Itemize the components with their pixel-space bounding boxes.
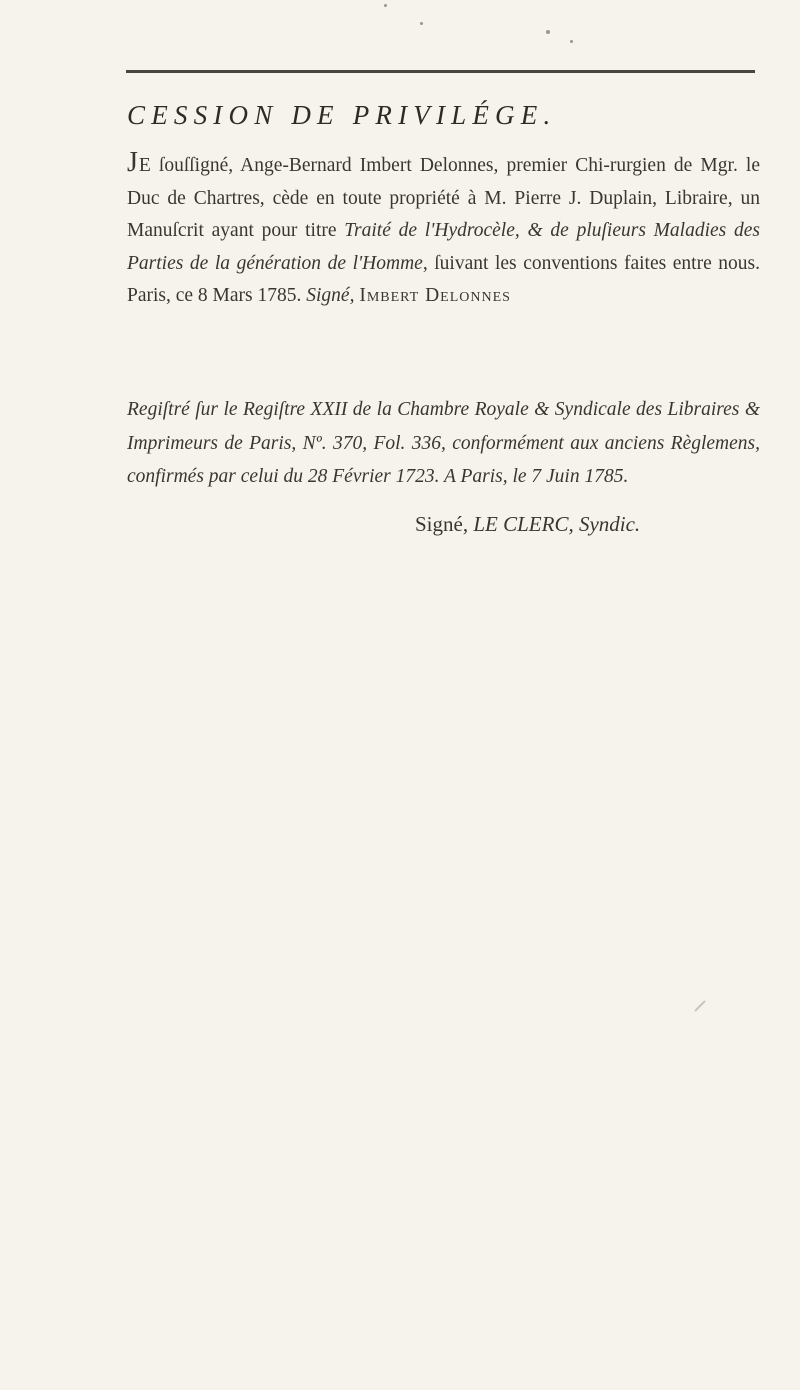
ink-speck: [384, 4, 387, 7]
page-title: CESSION DE PRIVILÉGE.: [127, 100, 557, 130]
signatory-name: Imbert Delonnes: [359, 285, 511, 306]
work-title: Traité de l'Hydrocèle, & de pluſieurs Maladies des Parties de la génération de l'Homme: [127, 220, 760, 274]
signature-name: LE CLERC,: [473, 512, 574, 536]
syndic-signature: [415, 512, 640, 537]
cession-text-closing: , ſuivant les conventions faites entre nous. Paris, ce 8 Mars 1785.: [127, 252, 761, 306]
cession-text-opening: E ſouſſigné, Ange-Bernard Imbert Delonnes, premier Chi-rurgien de Mgr. le Duc de Chartres, cède en toute propriété à M. Pierre J. Duplain, Libraire, un Manuſcrit ayant pour titre: [127, 155, 760, 241]
signature-label: Signé,: [415, 512, 469, 536]
registration-paragraph: Regiſtré ſur le Regiſtre XXII de la Chambre Royale & Syndicale des Libraires & Imprimeurs de Paris, Nº. 370, Fol. 336, conformément aux anciens Règlemens, confirmés par celui du 28 Février 1723. A Paris, le 7 Juin 1785.: [127, 399, 760, 487]
ink-speck: [570, 40, 573, 43]
pencil-mark: [694, 1000, 705, 1011]
signature-role: Syndic.: [578, 512, 641, 536]
drop-cap: J: [127, 147, 138, 178]
ink-speck: [546, 30, 550, 34]
header-rule: [126, 70, 755, 73]
cession-paragraph: [127, 147, 761, 313]
signe-label: Signé,: [306, 285, 355, 306]
ink-speck: [420, 22, 423, 25]
